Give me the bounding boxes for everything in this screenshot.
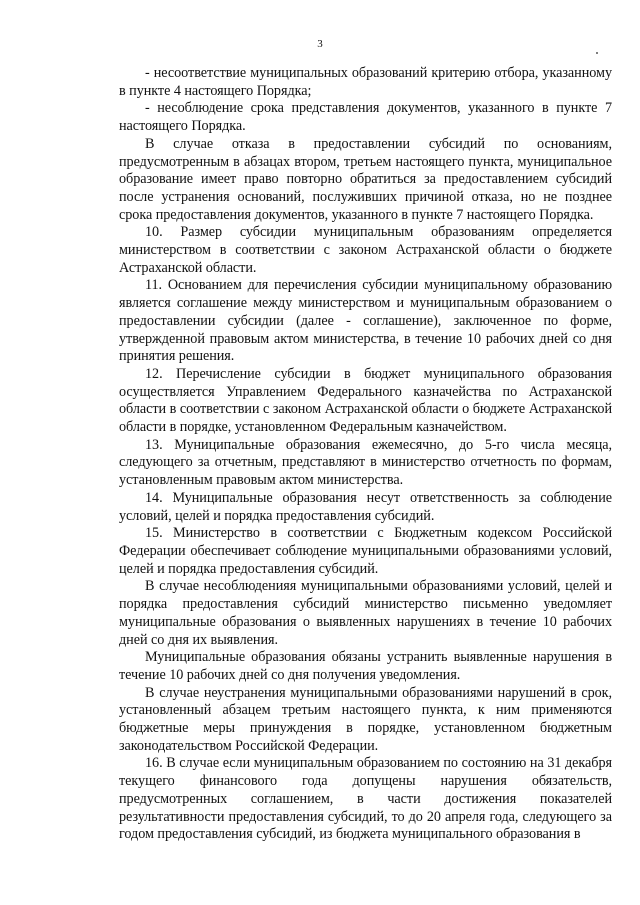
- document-body: [119, 65, 612, 844]
- page-number: 3: [317, 38, 323, 50]
- paragraph-item-13: 13. Муниципальные образования ежемесячно, до 5-го числа месяца, следующего за отчетным, представляют в министерство отчетность по формам, установленным правовым актом министерства.: [119, 436, 612, 489]
- paragraph-item-15-enforcement: В случае неустранения муниципальными образованиями нарушений в срок, установленный абзацем третьим настоящего пункта, к ним применяются бюджетные меры принуждения в порядке, установленном бюджетным законодательством Российской Федерации.: [119, 684, 612, 754]
- paragraph-item-10: 10. Размер субсидии муниципальным образованиям определяется министерством в соответствии с законом Астраханской области о бюджете Астраханской области.: [119, 224, 612, 276]
- paragraph-item-11: 11. Основанием для перечисления субсидии муниципальному образованию является соглашение между министерством и муниципальным образованием о предоставлении субсидии (далее - соглашение), заключенное по форме, утвержденной правовым актом министерства, в течение 10 рабочих дней со дня принятия решения.: [119, 277, 612, 365]
- paragraph-item-15-obligation: Муниципальные образования обязаны устранить выявленные нарушения в течение 10 рабочих дней со дня получения уведомления.: [119, 649, 612, 683]
- paragraph-refusal-reapply: В случае отказа в предоставлении субсидий по основаниям, предусмотренным в абзацах втором, третьем настоящего пункта, муниципальное образование имеет право повторно обратиться за предоставлением субсидий после устранения оснований, послуживших причиной отказа, но не позднее срока предоставления документов, указанного в пункте 7 настоящего Порядка.: [119, 135, 612, 223]
- scan-speck: [596, 52, 598, 54]
- paragraph-criteria-mismatch: - несоответствие муниципальных образований критерию отбора, указанному в пункте 4 настоящего Порядка;: [119, 65, 612, 99]
- paragraph-item-12: 12. Перечисление субсидии в бюджет муниципального образования осуществляется Управлением Федерального казначейства по Астраханской области в соответствии с законом Астраханской области о бюджете Астраханской области в порядке, установленном Федеральным казначейством.: [119, 365, 612, 436]
- paragraph-item-14: 14. Муниципальные образования несут ответственность за соблюдение условий, целей и порядка предоставления субсидий.: [119, 489, 612, 524]
- paragraph-deadline-violation: - несоблюдение срока представления документов, указанного в пункте 7 настоящего Порядка.: [119, 100, 612, 135]
- paragraph-item-16: 16. В случае если муниципальным образованием по состоянию на 31 декабря текущего финансового года допущены нарушения обязательств, предусмотренных соглашением, в части достижения показателей результативности предоставления субсидий, то до 20 апреля года, следующего за годом предоставления субсидий, из бюджета муниципального образования в: [119, 755, 612, 843]
- paragraph-item-15: 15. Министерство в соответствии с Бюджетным кодексом Российской Федерации обеспечивает соблюдение муниципальными образованиями условий, целей и порядка предоставления субсидий.: [119, 525, 612, 577]
- paragraph-item-15-notice: В случае несоблюденияя муниципальными образованиями условий, целей и порядка предоставления субсидий министерство письменно уведомляет муниципальные образования о выявленных нарушениях в течение 10 рабочих дней со дня их выявления.: [119, 578, 612, 648]
